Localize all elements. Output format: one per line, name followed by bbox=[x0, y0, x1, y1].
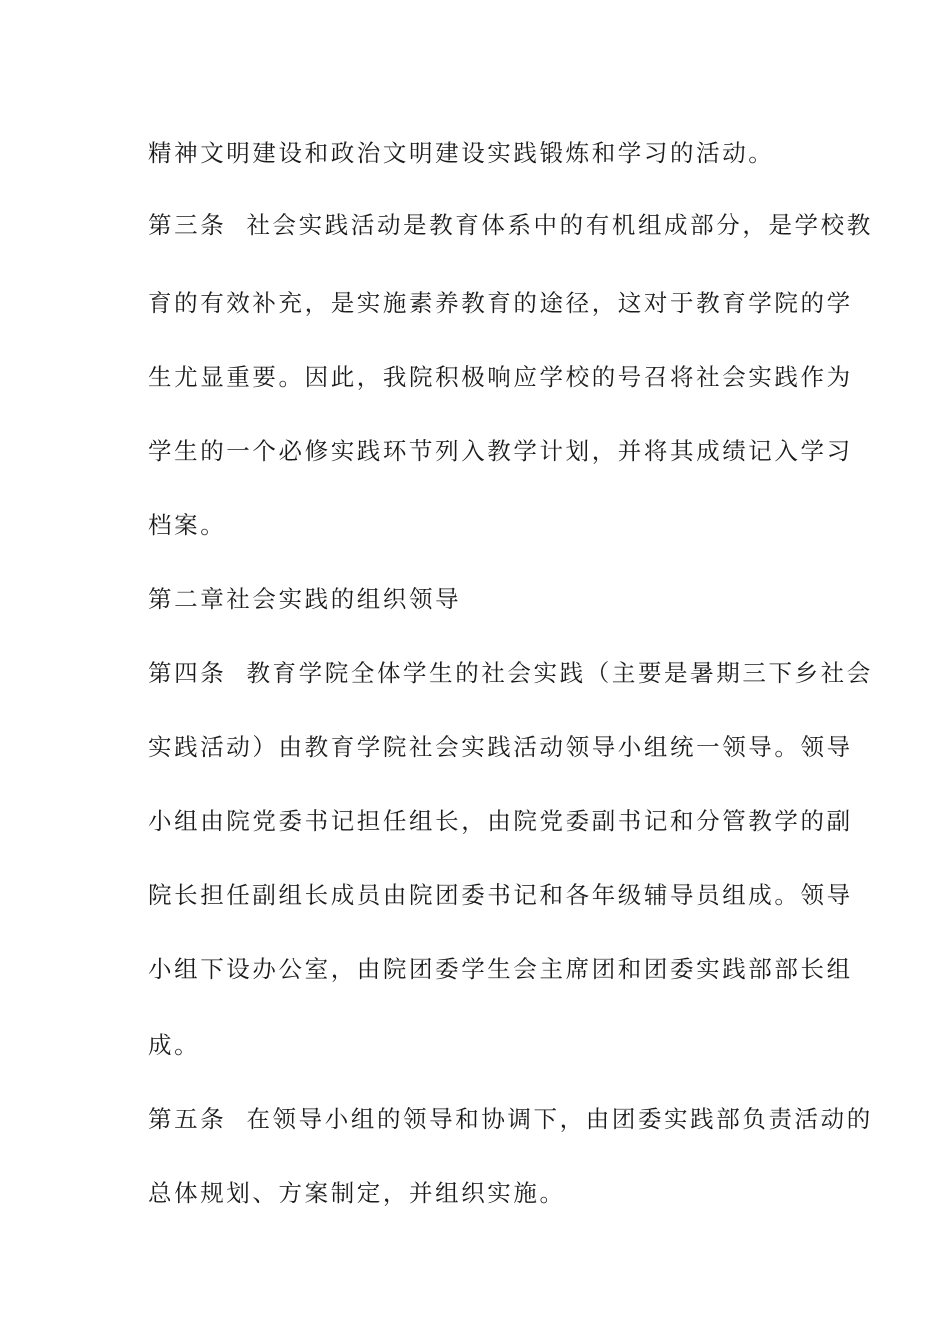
text-line: 档案。 bbox=[148, 511, 227, 539]
article-5-line: 第五条 在领导小组的领导和协调下，由团委实践部负责活动的 bbox=[148, 1105, 873, 1133]
article-4-line: 第四条 教育学院全体学生的社会实践（主要是暑期三下乡社会 bbox=[148, 659, 873, 687]
text-line: 成。 bbox=[148, 1031, 201, 1059]
chapter-heading: 第二章社会实践的组织领导 bbox=[148, 585, 462, 613]
text-line: 小组由院党委书记担任组长，由院党委副书记和分管教学的副 bbox=[148, 807, 853, 835]
article-3-line: 第三条 社会实践活动是教育体系中的有机组成部分，是学校教 bbox=[148, 211, 873, 239]
text-line: 总体规划、方案制定，并组织实施。 bbox=[148, 1179, 566, 1207]
text-line: 院长担任副组长成员由院团委书记和各年级辅导员组成。领导 bbox=[148, 881, 853, 909]
text-line: 实践活动）由教育学院社会实践活动领导小组统一领导。领导 bbox=[148, 733, 853, 761]
text-line: 育的有效补充，是实施素养教育的途径，这对于教育学院的学 bbox=[148, 289, 853, 317]
text-line: 生尤显重要。因此，我院积极响应学校的号召将社会实践作为 bbox=[148, 363, 853, 391]
text-line: 精神文明建设和政治文明建设实践锻炼和学习的活动。 bbox=[148, 139, 775, 167]
text-line: 学生的一个必修实践环节列入教学计划，并将其成绩记入学习 bbox=[148, 437, 853, 465]
text-line: 小组下设办公室，由院团委学生会主席团和团委实践部部长组 bbox=[148, 955, 853, 983]
